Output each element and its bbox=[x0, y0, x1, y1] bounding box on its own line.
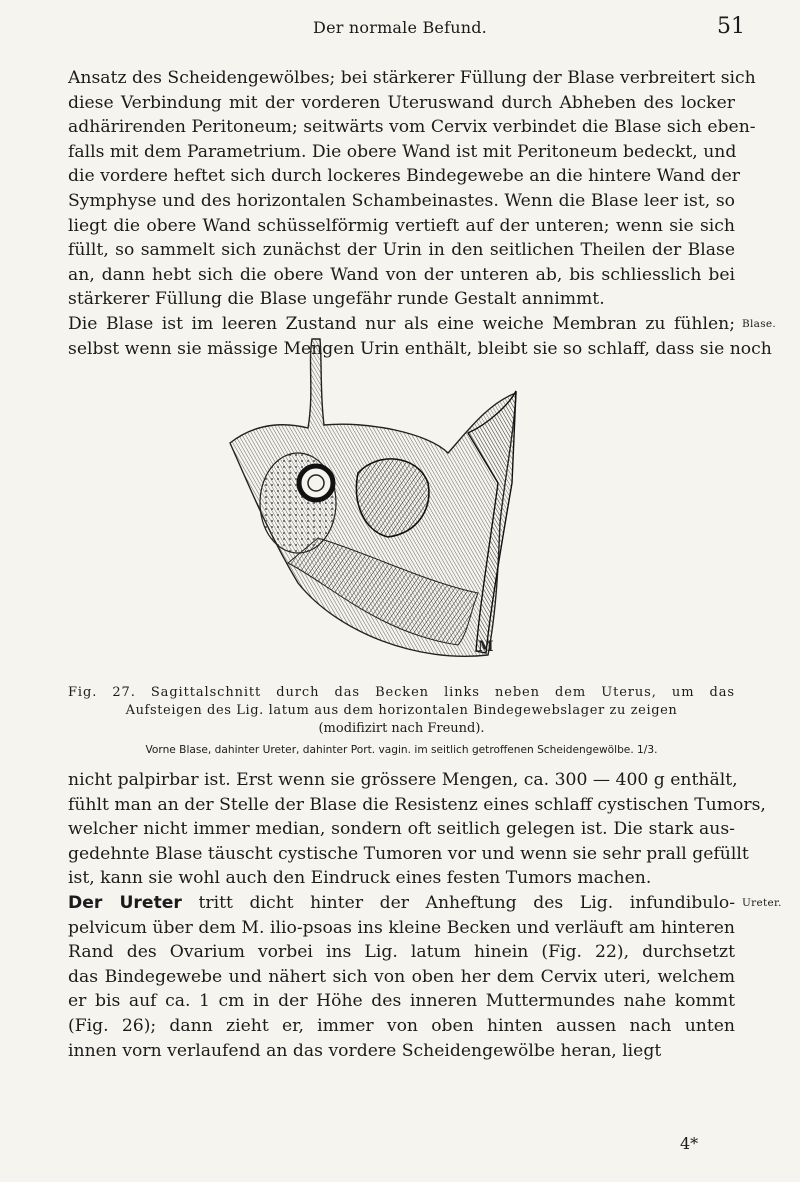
para1-line-9: stärkerer Füllung die Blase ungefähr runde Gestalt annimmt. bbox=[68, 289, 605, 310]
signature-mark: 4* bbox=[680, 1134, 699, 1153]
para1-line-3: falls mit dem Parametrium. Die obere Wand ist mit Peritoneum bedeckt, und bbox=[68, 141, 737, 162]
ureter-line-1: pelvicum über dem M. ilio-psoas ins kleine Becken und verläuft am hinteren bbox=[68, 917, 735, 938]
para3-line-0: nicht palpirbar ist. Erst wenn sie grössere Mengen, ca. 300 — 400 g enthält, bbox=[68, 770, 738, 790]
para1-line-6: liegt die obere Wand schüsselförmig vertieft auf der unteren; wenn sie sich bbox=[68, 215, 735, 236]
paragraph-bladder-attachment bbox=[68, 66, 756, 312]
figure-caption bbox=[68, 684, 735, 758]
ureter-line-2: Rand des Ovarium vorbei ins Lig. latum hinein (Fig. 22), durchsetzt bbox=[68, 942, 735, 963]
figure-sagittal-section bbox=[228, 333, 518, 670]
caption-line-3: (modifizirt nach Freund). bbox=[318, 721, 485, 736]
para1-line-0: Ansatz des Scheidengewölbes; bei stärkerer Füllung der Blase verbreitert sich bbox=[68, 68, 756, 88]
page-number: 51 bbox=[717, 14, 745, 39]
paragraph-ureter bbox=[68, 891, 735, 1063]
margin-note-blase: Blase. bbox=[742, 318, 777, 330]
ureter-line-4: er bis auf ca. 1 cm in der Höhe des inneren Muttermundes nahe kommt bbox=[68, 991, 735, 1012]
ureter-line-6: innen vorn verlaufend an das vordere Scheidengewölbe heran, liegt bbox=[68, 1040, 662, 1061]
para3-line-2: welcher nicht immer median, sondern oft seitlich gelegen ist. Die stark aus- bbox=[68, 819, 735, 840]
para2-line-0: Die Blase ist im leeren Zustand nur als eine weiche Membran zu fühlen; bbox=[68, 314, 735, 334]
caption-line-2: Aufsteigen des Lig. latum aus dem horizontalen Bindegewebslager zu zeigen bbox=[125, 703, 678, 718]
running-title: Der normale Befund. bbox=[313, 18, 487, 37]
caption-line-1: Fig. 27. Sagittalschnitt durch das Becken links neben dem Uterus, um das bbox=[68, 685, 735, 700]
margin-note-ureter: Ureter. bbox=[742, 897, 782, 909]
page-header bbox=[0, 8, 800, 42]
para1-line-2: adhärirenden Peritoneum; seitwärts vom Cervix verbindet die Blase sich eben- bbox=[68, 117, 756, 138]
anatomical-illustration bbox=[228, 333, 518, 670]
ureter-heading: Der Ureter bbox=[68, 893, 182, 913]
ureter-line-3: das Bindegewebe und nähert sich von oben her dem Cervix uteri, welchem bbox=[68, 966, 735, 987]
paragraph-bladder-tumor bbox=[68, 768, 766, 891]
para1-line-5: Symphyse und des horizontalen Schambeinastes. Wenn die Blase leer ist, so bbox=[68, 190, 735, 211]
ureter-line-0: tritt dicht hinter der Anheftung des Lig. infundibulo- bbox=[181, 893, 736, 913]
para1-line-1: diese Verbindung mit der vorderen Uteruswand durch Abheben des locker bbox=[68, 92, 735, 113]
para3-line-1: fühlt man an der Stelle der Blase die Resistenz eines schlaff cystischen Tumors, bbox=[68, 794, 766, 815]
para3-line-3: gedehnte Blase täuscht cystische Tumoren vor und wenn sie sehr prall gefüllt bbox=[68, 843, 749, 864]
para3-line-4: ist, kann sie wohl auch den Eindruck eines festen Tumors machen. bbox=[68, 868, 652, 889]
caption-legend: Vorne Blase, dahinter Ureter, dahinter Port. vagin. im seitlich getroffenen Scheidengewölbe. 1/3. bbox=[145, 744, 658, 756]
ureter-line-5: (Fig. 26); dann zieht er, immer von oben hinten aussen nach unten bbox=[68, 1015, 735, 1036]
para1-line-8: an, dann hebt sich die obere Wand von der unteren ab, bis schliesslich bei bbox=[68, 264, 735, 285]
svg-text:M: M bbox=[478, 639, 494, 655]
para2-line-1: selbst wenn sie mässige Mengen Urin enthält, bleibt sie so schlaff, dass sie noch bbox=[68, 338, 772, 359]
para1-line-4: die vordere heftet sich durch lockeres Bindegewebe an die hintere Wand der bbox=[68, 166, 741, 187]
para1-line-7: füllt, so sammelt sich zunächst der Urin in den seitlichen Theilen der Blase bbox=[68, 240, 735, 261]
